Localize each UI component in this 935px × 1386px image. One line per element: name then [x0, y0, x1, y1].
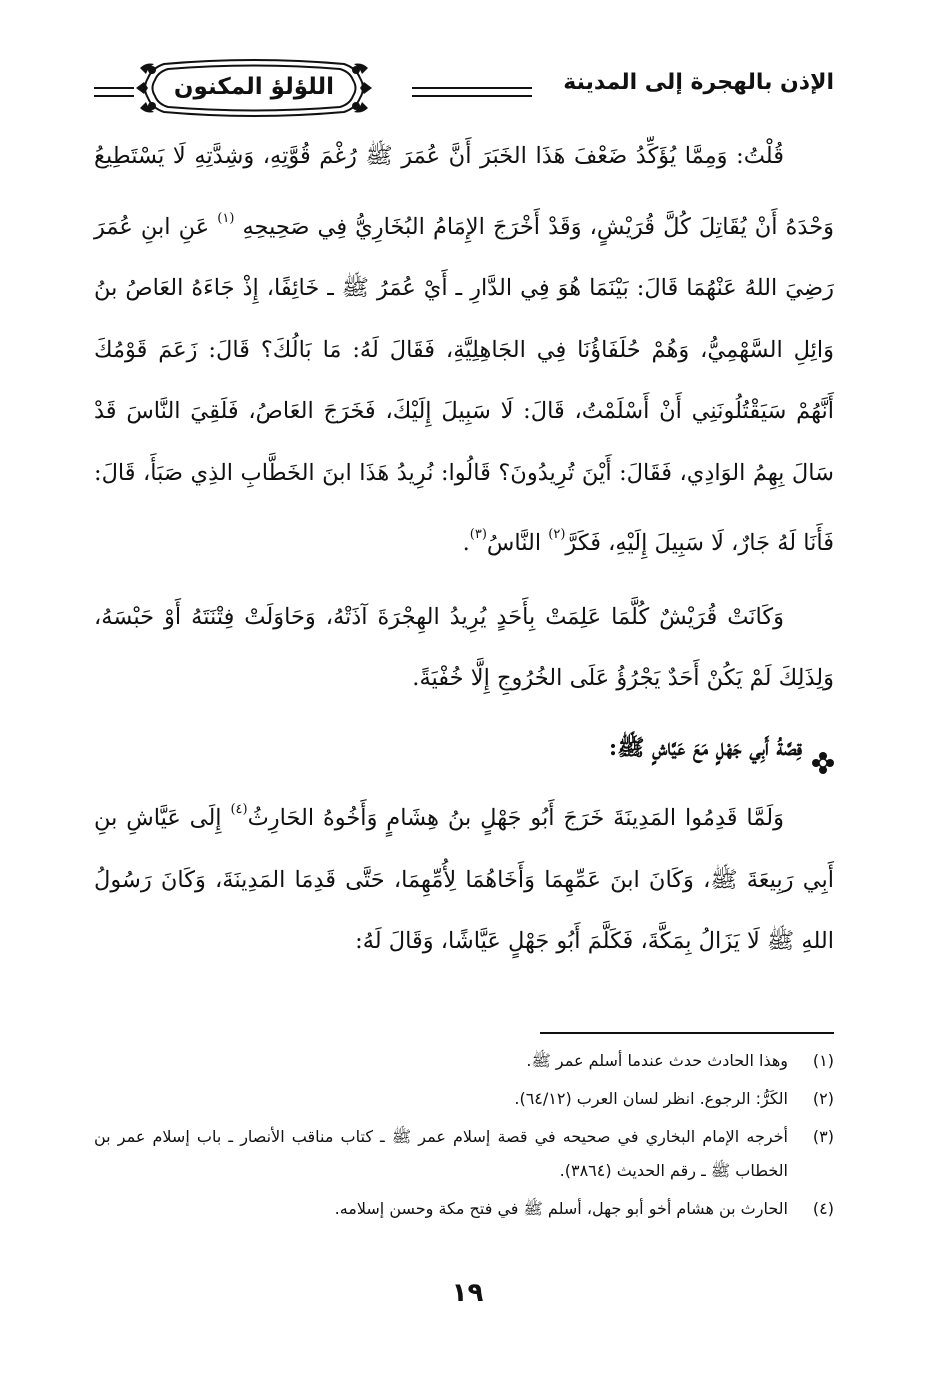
book-title-badge: [134, 56, 374, 120]
paragraph-2: وَكَانَتْ قُرَيْشٌ كُلَّمَا عَلِمَتْ بِأَحَدٍ يُرِيدُ الهِجْرَةَ آذَتْهُ، وَحَاوَلَتْ فِتْنَتَهُ أَوْ حَبْسَهُ، وَلِذَلِكَ لَمْ يَكُنْ أَحَدٌ يَجْرُؤُ عَلَى الخُرُوجِ إِلَّا خُفْيَةً.: [94, 603, 834, 691]
header-rule-left: [94, 87, 134, 97]
paragraph-1-text-a: قُلْتُ: وَمِمَّا يُؤَكِّدُ ضَعْفَ هَذَا الخَبَرَ أَنَّ عُمَرَ ﷺ رُغْمَ قُوَّتِهِ، وَشِدَّتِهِ لَا يَسْتَطِيعُ وَحْدَهُ أَنْ يُقَاتِلَ كُلَّ قُرَيْشٍ، وَقَدْ أَخْرَجَ الإِمَامُ البُخَارِيُّ فِي صَحِيحِهِ: [94, 143, 834, 240]
subheading: [94, 718, 834, 780]
footnote-separator: [540, 1032, 834, 1034]
footnote-number: (٤): [812, 1199, 834, 1218]
footnote-number: (١): [812, 1051, 834, 1070]
section-title: الإذن بالهجرة إلى المدينة: [563, 70, 834, 95]
footnote-number: (٢): [812, 1089, 834, 1108]
paragraph-3-text-a: وَلَمَّا قَدِمُوا المَدِينَةَ خَرَجَ أَبُو جَهْلٍ بنُ هِشَامٍ وَأَخُوهُ الحَارِثُ: [247, 805, 785, 831]
paragraph-1-text-b: عَنِ ابنِ عُمَرَ رَضِيَ اللهُ عَنْهُمَا قَالَ: بَيْنَمَا هُوَ فِي الدَّارِ ـ أَيْ عُمَرُ ﷺ ـ خَائِفًا، إِذْ جَاءَهُ العَاصُ بنُ وَائِلِ السَّهْمِيُّ، وَهُمْ حُلَفَاؤُنَا فِي الجَاهِلِيَّةِ، فَقَالَ لَهُ: مَا بَالُكَ؟ قَالَ: زَعَمَ قَوْمُكَ أَنَّهُمْ سَيَقْتُلُونَنِي أَنْ أَسْلَمْتُ، قَالَ: لَا سَبِيلَ إِلَيْكَ، فَخَرَجَ العَاصُ، فَلَقِيَ النَّاسَ قَدْ سَالَ بِهِمُ الوَادِي، فَقَالَ: أَيْنَ تُرِيدُونَ؟ قَالُوا: نُرِيدُ هَذَا ابنَ الخَطَّابِ الذِي صَبَأَ، قَالَ: فَأَنَا لَهُ جَارٌ، لَا سَبِيلَ إِلَيْهِ، فَكَرَّ: [94, 213, 834, 556]
header-rule-right: [412, 87, 532, 97]
footnote-item: [94, 1082, 834, 1116]
paragraph-1: [94, 126, 834, 575]
footnote-item: [94, 1044, 834, 1078]
footnote-text: الكَرُّ: الرجوع. انظر لسان العرب (٦٤/١٢).: [514, 1089, 788, 1108]
footnote-item: [94, 1120, 834, 1188]
page-number: ١٩: [451, 1278, 484, 1308]
subheading-text: قِصَّةُ أَبِي جَهْلٍ مَعَ عَيَّاشٍ ﷺ:: [608, 734, 802, 761]
footnote-ref-2[interactable]: (٢): [548, 527, 566, 542]
footnote-ref-1[interactable]: (١): [217, 210, 235, 226]
footnote-ref-4[interactable]: (٤): [230, 802, 248, 817]
footnote-text: وهذا الحادث حدث عندما أسلم عمر ﷺ.: [526, 1051, 788, 1070]
paragraph-3-text-b: إِلَى عَيَّاشِ بنِ أَبِي رَبِيعَةَ ﷺ، وَكَانَ ابنَ عَمِّهِمَا وَأَخَاهُمَا لِأُمِّهِمَا، حَتَّى قَدِمَا المَدِينَةَ، وَكَانَ رَسُولُ اللهِ ﷺ لَا يَزَالُ بِمَكَّةَ، فَكَلَّمَ أَبُو جَهْلٍ عَيَّاشًا، وَقَالَ لَهُ:: [94, 805, 834, 954]
running-header: [94, 56, 834, 120]
footnotes: [94, 1044, 834, 1230]
paragraph-1-text-d: .: [462, 530, 470, 556]
flower-ornament-icon: [812, 737, 834, 759]
book-title: اللؤلؤ المكنون: [173, 74, 335, 100]
footnote-text: الحارث بن هشام أخو أبو جهل، أسلم ﷺ في فتح مكة وحسن إسلامه.: [334, 1199, 788, 1218]
footnote-text: أخرجه الإمام البخاري في صحيحه في قصة إسلام عمر ﷺ ـ كتاب مناقب الأنصار ـ باب إسلام عمر بن الخطاب ﷺ ـ رقم الحديث (٣٨٦٤).: [94, 1127, 788, 1180]
footnote-number: (٣): [812, 1127, 834, 1146]
footnote-ref-3[interactable]: (٣): [469, 527, 487, 542]
paragraph-1-text-c: النَّاسُ: [486, 530, 542, 556]
paragraph-3: [94, 779, 834, 973]
main-text: [94, 126, 834, 973]
footnote-item: [94, 1192, 834, 1226]
